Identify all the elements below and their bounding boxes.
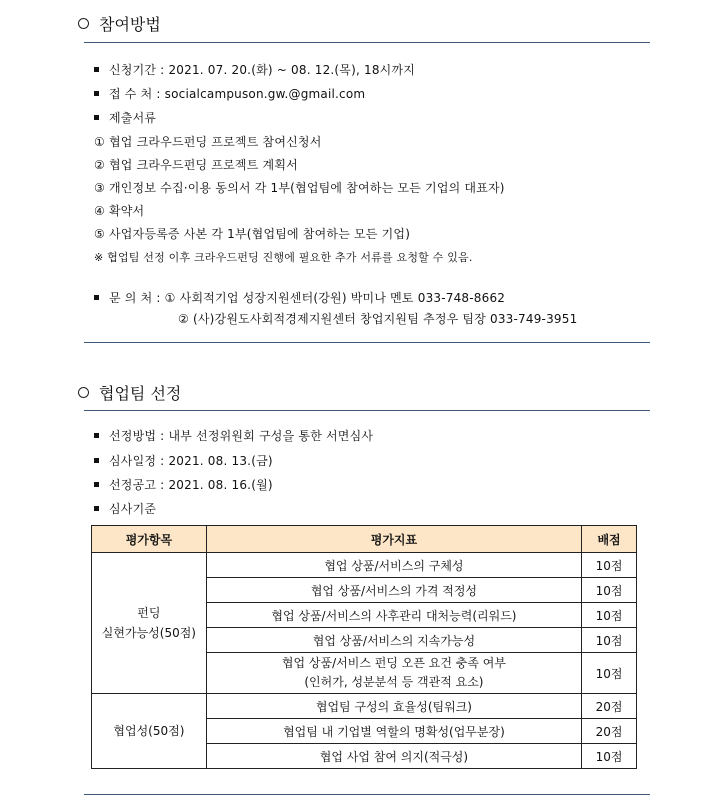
indicator-cell: 협업 상품/서비스의 지속가능성 [206,628,581,653]
criteria-table [91,525,637,769]
section-title-text: 참여방법 [99,15,161,34]
table-row [92,553,637,578]
indicator-cell: 협업 상품/서비스의 구체성 [206,553,581,578]
section-title-text: 협업팀 선정 [99,384,182,403]
review-date-line: 심사일정 : 2021. 08. 13.(금) [94,452,273,469]
score-cell: 10점 [582,578,637,603]
doc-item: ⑤ 사업자등록증 사본 각 1부(협업팀에 참여하는 모든 기업) [94,227,411,241]
indicator-cell: 협업 상품/서비스의 가격 적정성 [206,578,581,603]
indicator-cell: 협업 상품/서비스 펀딩 오픈 요건 충족 여부 (인허가, 성분분석 등 객관적 요소) [206,653,581,694]
score-cell: 10점 [582,628,637,653]
circle-icon [78,18,89,29]
score-cell: 10점 [582,603,637,628]
indicator-cell: 협업팀 내 기업별 역할의 명확성(업무분장) [206,719,581,744]
score-cell: 20점 [582,719,637,744]
table-row [92,694,637,719]
divider [84,794,650,795]
doc-item: ② 협업 크라우드펀딩 프로젝트 계획서 [94,158,298,172]
bullet-icon [94,67,99,72]
indicator-cell: 협업 사업 참여 의지(적극성) [206,744,581,769]
divider [84,410,650,411]
contact-line-1: 문 의 처 : ① 사회적기업 성장지원센터(강원) 박미나 멘토 033-748-8662 [94,289,505,306]
bullet-icon [94,115,99,120]
score-cell: 10점 [582,744,637,769]
docs-label: 제출서류 [94,109,156,126]
section-title-how [78,12,161,35]
score-cell: 10점 [582,553,637,578]
method-line: 선정방법 : 내부 선정위원회 구성을 통한 서면심사 [94,427,373,444]
table-header-row [92,526,637,553]
doc-item: ③ 개인정보 수집·이용 동의서 각 1부(협업팀에 참여하는 모든 기업의 대표자) [94,181,505,195]
header-category: 평가항목 [92,526,207,553]
indicator-cell: 협업팀 구성의 효율성(팀워크) [206,694,581,719]
criteria-label: 심사기준 [94,500,156,517]
docs-note: ※ 협업팀 선정 이후 크라우드펀딩 진행에 필요한 추가 서류를 요청할 수 있음. [94,251,473,264]
bullet-icon [94,506,99,511]
bullet-icon [94,433,99,438]
period-line: 신청기간 : 2021. 07. 20.(화) ~ 08. 12.(목), 18시까지 [94,61,415,78]
score-cell: 10점 [582,653,637,694]
divider [84,342,650,343]
category-collab: 협업성(50점) [92,694,207,769]
doc-item: ④ 확약서 [94,204,145,218]
section-title-select [78,381,181,404]
bullet-icon [94,482,99,487]
contact-line-2: ② (사)강원도사회적경제지원센터 창업지원팀 추정우 팀장 033-749-3951 [178,312,578,326]
indicator-cell: 협업 상품/서비스의 사후관리 대처능력(리워드) [206,603,581,628]
circle-icon [78,387,89,398]
doc-item: ① 협업 크라우드펀딩 프로젝트 참여신청서 [94,135,322,149]
divider [84,42,650,43]
bullet-icon [94,91,99,96]
announce-line: 선정공고 : 2021. 08. 16.(월) [94,476,273,493]
header-indicator: 평가지표 [206,526,581,553]
email-line: 접 수 처 : socialcampuson.gw.@gmail.com [94,85,365,102]
bullet-icon [94,295,99,300]
category-funding: 펀딩 실현가능성(50점) [92,553,207,694]
bullet-icon [94,458,99,463]
header-score: 배점 [582,526,637,553]
score-cell: 20점 [582,694,637,719]
